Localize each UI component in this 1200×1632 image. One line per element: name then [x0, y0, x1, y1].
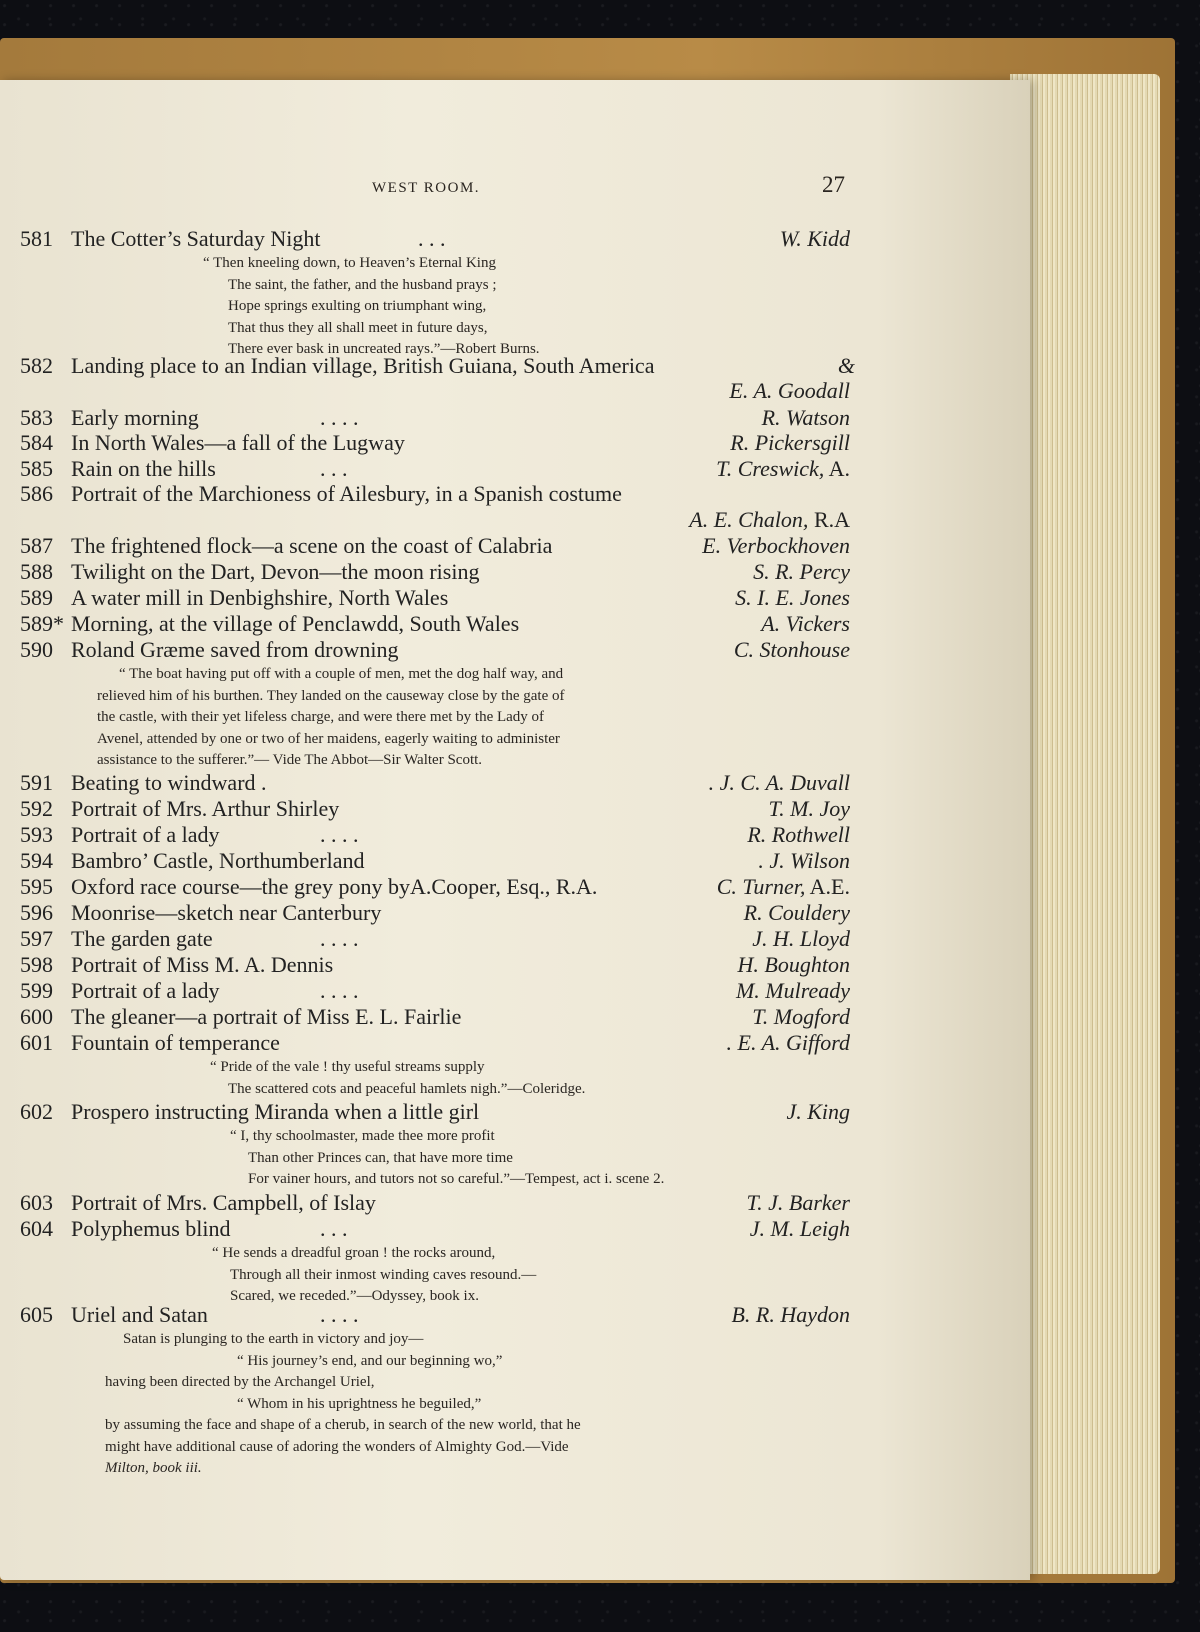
- entry-artist: T. Mogford: [752, 1004, 850, 1029]
- page-number: 27: [822, 172, 845, 197]
- entry-title: A water mill in Denbighshire, North Wales: [71, 585, 449, 610]
- entry-title: Bambro’ Castle, Northumberland: [71, 848, 365, 873]
- entry-number: 605: [20, 1302, 53, 1327]
- quote-line: Satan is plunging to the earth in victory and joy—: [123, 1331, 424, 1347]
- quote-line: “ He sends a dreadful groan ! the rocks around,: [212, 1245, 496, 1261]
- quote-line: Than other Princes can, that have more time: [248, 1149, 513, 1166]
- entry-artist: B. R. Haydon: [731, 1302, 850, 1327]
- entry-581: [20, 226, 850, 252]
- entry-title: Early morning: [71, 405, 199, 430]
- entry-589-star: [20, 611, 850, 637]
- quote-line: “ His journey’s end, and our beginning wo,”: [237, 1352, 503, 1369]
- entry-586-artist-line: [20, 507, 850, 533]
- entry-595: [20, 874, 850, 900]
- entry-title: Beating to windward .: [71, 770, 267, 795]
- entry-number: 589*: [20, 611, 64, 636]
- leader-dots: . . . .: [320, 978, 359, 1003]
- entry-artist: A. Vickers: [761, 611, 850, 636]
- entry-number: 595: [20, 874, 53, 899]
- quote-line: Through all their inmost winding caves resound.—: [230, 1266, 537, 1283]
- entry-title: The Cotter’s Saturday Night: [71, 226, 321, 251]
- entry-number: 600: [20, 1004, 53, 1029]
- entry-number: 583: [20, 405, 53, 430]
- quote-line: That thus they all shall meet in future days,: [228, 319, 488, 336]
- entry-title: Morning, at the village of Penclawdd, South Wales: [71, 611, 520, 636]
- entry-title: Landing place to an Indian village, British Guiana, South America: [71, 353, 655, 378]
- entry-number: 582: [20, 353, 53, 378]
- entry-604: [20, 1216, 850, 1242]
- quote-line: the castle, with their yet lifeless charge, and were there met by the Lady of: [97, 709, 545, 725]
- quote-line: “ I, thy schoolmaster, made thee more profit: [230, 1128, 495, 1144]
- entry-title: Portrait of Mrs. Arthur Shirley: [71, 796, 340, 821]
- entry-589: [20, 585, 850, 611]
- quote-605: [97, 1329, 792, 1480]
- entry-593: [20, 822, 850, 848]
- entry-title: Fountain of temperance: [71, 1030, 280, 1055]
- leader-dots: . . . .: [320, 822, 359, 847]
- leader-dots: . . .: [320, 1216, 348, 1241]
- entry-title: Oxford race course—the grey pony byA.Cooper, Esq., R.A.: [71, 874, 598, 899]
- entry-594: [20, 848, 850, 874]
- entry-artist: J. H. Lloyd: [752, 926, 850, 951]
- entry-title: Portrait of a lady: [71, 978, 220, 1003]
- entry-title: Portrait of a lady: [71, 822, 220, 847]
- entry-title: Polyphemus blind: [71, 1216, 231, 1241]
- entry-artist: C. Stonhouse: [733, 637, 850, 662]
- quote-line: having been directed by the Archangel Uriel,: [105, 1374, 375, 1390]
- entry-597: [20, 926, 850, 952]
- entry-number: 593: [20, 822, 53, 847]
- entry-title: The frightened flock—a scene on the coast of Calabria: [71, 533, 553, 558]
- quote-line: might have additional cause of adoring the wonders of Almighty God.—Vide: [105, 1438, 569, 1455]
- entry-602: [20, 1099, 850, 1125]
- entry-number: 594: [20, 848, 53, 873]
- leader-dots: . . . .: [320, 1302, 359, 1327]
- entry-603: [20, 1190, 850, 1216]
- entry-title: Uriel and Satan: [71, 1302, 208, 1327]
- entry-number: 597: [20, 926, 53, 951]
- entry-title: The garden gate: [71, 926, 213, 951]
- entry-585: [20, 456, 850, 482]
- quote-line: There ever bask in uncreated rays.”—Robert Burns.: [228, 341, 540, 357]
- entry-number: 596: [20, 900, 53, 925]
- entry-artist: . J. Wilson: [758, 848, 850, 873]
- entry-584: [20, 430, 850, 456]
- entry-title: Rain on the hills: [71, 456, 216, 481]
- entry-title: Portrait of Mrs. Campbell, of Islay: [71, 1190, 376, 1215]
- running-head: WEST ROOM.: [372, 180, 481, 196]
- entry-title: The gleaner—a portrait of Miss E. L. Fairlie: [71, 1004, 462, 1029]
- quote-line: assistance to the sufferer.”— Vide The Abbot—Sir Walter Scott.: [97, 752, 483, 768]
- entry-582: [20, 353, 855, 379]
- entry-artist: &: [837, 353, 855, 378]
- entry-number: 591: [20, 770, 53, 795]
- entry-number: 588: [20, 559, 53, 584]
- entry-artist: E. A. Goodall: [729, 378, 850, 403]
- entry-title: Prospero instructing Miranda when a little girl: [71, 1099, 480, 1124]
- quote-line: Avenel, attended by one or two of her maidens, eagerly waiting to administer: [97, 730, 560, 747]
- entry-605: [20, 1302, 850, 1328]
- quote-line: Milton, book iii.: [105, 1460, 202, 1476]
- entry-title: In North Wales—a fall of the Lugway: [71, 430, 405, 455]
- entry-artist: T. J. Barker: [746, 1190, 850, 1215]
- entry-number: 587: [20, 533, 53, 558]
- entry-number: 601: [20, 1030, 53, 1055]
- entry-number: 602: [20, 1099, 53, 1124]
- entry-591: [20, 770, 850, 796]
- entry-number: 604: [20, 1216, 53, 1241]
- quote-line: For vainer hours, and tutors not so careful.”—Tempest, act i. scene 2.: [248, 1171, 665, 1187]
- leader-dots: . . .: [418, 226, 446, 251]
- entry-artist: R. Rothwell: [747, 822, 850, 847]
- quote-581: [203, 253, 540, 361]
- quote-590: [97, 664, 792, 772]
- entry-596: [20, 900, 850, 926]
- entry-583: [20, 405, 850, 431]
- quote-line: Scared, we receded.”—Odyssey, book ix.: [230, 1288, 479, 1304]
- quote-line: “ Then kneeling down, to Heaven’s Eternal King: [203, 255, 496, 271]
- quote-line: relieved him of his burthen. They landed on the causeway close by the gate of: [97, 687, 565, 704]
- entry-artist: R. Pickersgill: [730, 430, 850, 455]
- entry-artist: W. Kidd: [779, 226, 850, 251]
- entry-number: 585: [20, 456, 53, 481]
- entry-title: Roland Græme saved from drowning: [71, 637, 399, 662]
- entry-588: [20, 559, 850, 585]
- entry-number: 581: [20, 226, 53, 251]
- quote-602: [230, 1126, 664, 1191]
- entry-598: [20, 952, 850, 978]
- entry-artist: J. King: [786, 1099, 850, 1124]
- entry-artist: R. Watson: [761, 405, 850, 430]
- quote-line: The saint, the father, and the husband prays ;: [228, 276, 497, 293]
- quote-line: “ Pride of the vale ! thy useful streams supply: [210, 1059, 485, 1075]
- entry-number: 584: [20, 430, 53, 455]
- quote-604: [212, 1243, 536, 1308]
- entry-artist: R. Couldery: [743, 900, 850, 925]
- entry-590: [20, 637, 850, 663]
- entry-artist: . E. A. Gifford: [726, 1030, 850, 1055]
- entry-artist: E. Verbockhoven: [702, 533, 850, 558]
- entry-artist: M. Mulready: [735, 978, 850, 1003]
- entry-592: [20, 796, 850, 822]
- entry-title: Twilight on the Dart, Devon—the moon rising: [71, 559, 480, 584]
- entry-artist: C. Turner, A.E.: [716, 874, 850, 899]
- quote-line: “ Whom in his uprightness he beguiled,”: [237, 1395, 482, 1412]
- entry-number: 599: [20, 978, 53, 1003]
- entry-number: 598: [20, 952, 53, 977]
- entry-587: [20, 533, 850, 559]
- entry-number: 586: [20, 481, 53, 506]
- entry-artist: T. Creswick, A.: [716, 456, 850, 481]
- quote-line: by assuming the face and shape of a cherub, in search of the new world, that he: [105, 1417, 581, 1433]
- entry-artist: S. R. Percy: [753, 559, 850, 584]
- entry-artist: H. Boughton: [737, 952, 850, 977]
- entry-artist: T. M. Joy: [768, 796, 850, 821]
- entry-artist: . J. C. A. Duvall: [708, 770, 850, 795]
- entry-number: 603: [20, 1190, 53, 1215]
- entry-586: [20, 481, 850, 507]
- leader-dots: . . . .: [320, 926, 359, 951]
- entry-599: [20, 978, 850, 1004]
- entry-number: 590: [20, 637, 53, 662]
- entry-601: [20, 1030, 850, 1056]
- entry-artist: S. I. E. Jones: [735, 585, 850, 610]
- entry-number: 589: [20, 585, 53, 610]
- entry-582-artist-line: [20, 378, 850, 404]
- entry-artist: A. E. Chalon, R.A: [689, 507, 850, 532]
- entry-title: Portrait of the Marchioness of Ailesbury, in a Spanish costume: [71, 481, 622, 506]
- entry-number: 592: [20, 796, 53, 821]
- entry-title: Moonrise—sketch near Canterbury: [71, 900, 382, 925]
- quote-line: The scattered cots and peaceful hamlets nigh.”—Coleridge.: [228, 1080, 586, 1097]
- quote-line: Hope springs exulting on triumphant wing,: [228, 298, 487, 314]
- quote-line: “ The boat having put off with a couple of men, met the dog half way, and: [119, 666, 564, 682]
- entry-600: [20, 1004, 850, 1030]
- quote-601: [210, 1057, 585, 1100]
- leader-dots: . . .: [320, 456, 348, 481]
- entry-title: Portrait of Miss M. A. Dennis: [71, 952, 334, 977]
- leader-dots: . . . .: [320, 405, 359, 430]
- entry-artist: J. M. Leigh: [749, 1216, 850, 1241]
